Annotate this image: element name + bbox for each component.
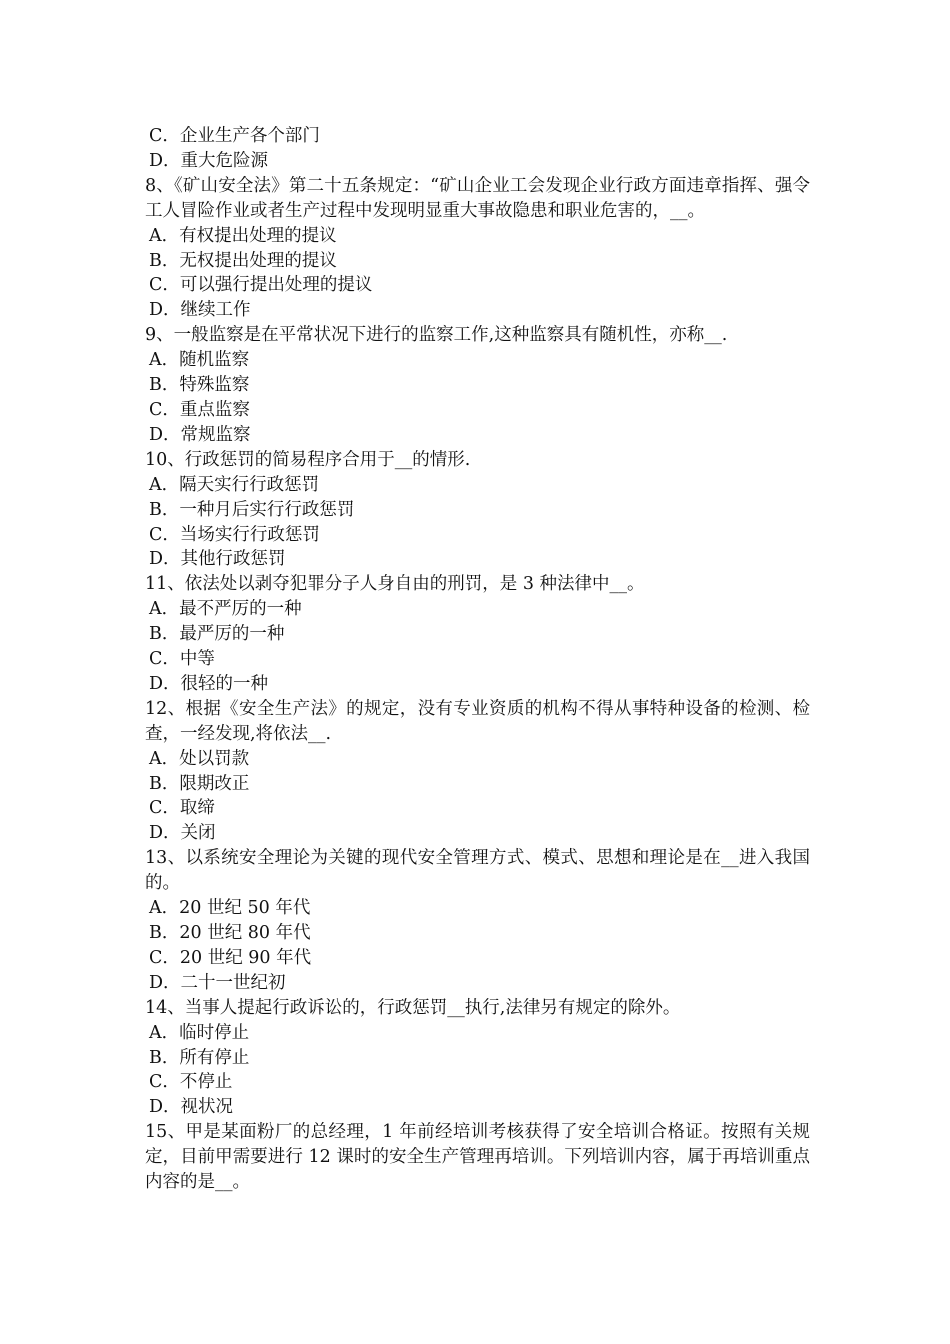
- option-b: B．无权提出处理的提议: [149, 250, 337, 271]
- question-11: 11、依法处以剥夺犯罪分子人身自由的刑罚，是 3 种法律中__。: [145, 574, 645, 595]
- option-d: D．重大危险源: [149, 150, 269, 171]
- option-a: A．随机监察: [149, 350, 250, 371]
- option-b: B．最严厉的一种: [149, 624, 285, 645]
- question-10: 10、行政惩罚的简易程序合用于__的情形.: [145, 449, 471, 470]
- option-a: A．有权提出处理的提议: [149, 225, 337, 246]
- document-body: [145, 124, 810, 1195]
- question-9: 9、一般监察是在平常状况下进行的监察工作,这种监察具有随机性，亦称__.: [145, 325, 728, 346]
- question-8: 8、《矿山安全法》第二十五条规定：“矿山企业工会发现企业行政方面违章指挥、强令工人冒险作业或者生产过程中发现明显重大事故隐患和职业危害的，__。: [145, 175, 810, 221]
- option-c: C．可以强行提出处理的提议: [149, 275, 373, 296]
- question-13: 13、以系统安全理论为关键的现代安全管理方式、模式、思想和理论是在__进入我国的。: [145, 848, 810, 894]
- option-d: D．常规监察: [149, 424, 251, 445]
- option-c: C．重点监察: [149, 399, 250, 420]
- option-a: A．20 世纪 50 年代: [149, 898, 311, 919]
- option-c: C．企业生产各个部门: [149, 126, 320, 146]
- option-c: C．取缔: [149, 798, 215, 819]
- option-b: B．所有停止: [149, 1047, 250, 1068]
- option-c: C．20 世纪 90 年代: [149, 947, 312, 968]
- option-c: C．不停止: [149, 1072, 233, 1093]
- option-d: D．关闭: [149, 823, 216, 844]
- option-d: D．视状况: [149, 1097, 234, 1118]
- option-a: A．处以罚款: [149, 748, 250, 769]
- option-a: A．临时停止: [149, 1022, 250, 1043]
- question-14: 14、当事人提起行政诉讼的，行政惩罚__执行,法律另有规定的除外。: [145, 997, 681, 1018]
- option-a: A．隔天实行行政惩罚: [149, 474, 320, 495]
- option-c: C．中等: [149, 649, 215, 670]
- option-c: C．当场实行行政惩罚: [149, 524, 320, 545]
- question-15: 15、甲是某面粉厂的总经理，1 年前经培训考核获得了安全培训合格证。按照有关规定，目前甲需要进行 12 课时的安全生产管理再培训。下列培训内容，属于再培训重点内容的是__。: [145, 1122, 810, 1193]
- option-d: D．其他行政惩罚: [149, 549, 286, 570]
- option-a: A．最不严厉的一种: [149, 599, 302, 620]
- option-b: B．一种月后实行行政惩罚: [149, 499, 355, 520]
- option-d: D．很轻的一种: [149, 673, 269, 694]
- option-b: B．限期改正: [149, 773, 250, 794]
- question-12: 12、根据《安全生产法》的规定，没有专业资质的机构不得从事特种设备的检测、检查，一经发现,将依法__.: [145, 698, 810, 744]
- option-b: B．20 世纪 80 年代: [149, 923, 311, 943]
- option-d: D．继续工作: [149, 300, 251, 321]
- option-d: D．二十一世纪初: [149, 972, 286, 993]
- option-b: B．特殊监察: [149, 375, 250, 396]
